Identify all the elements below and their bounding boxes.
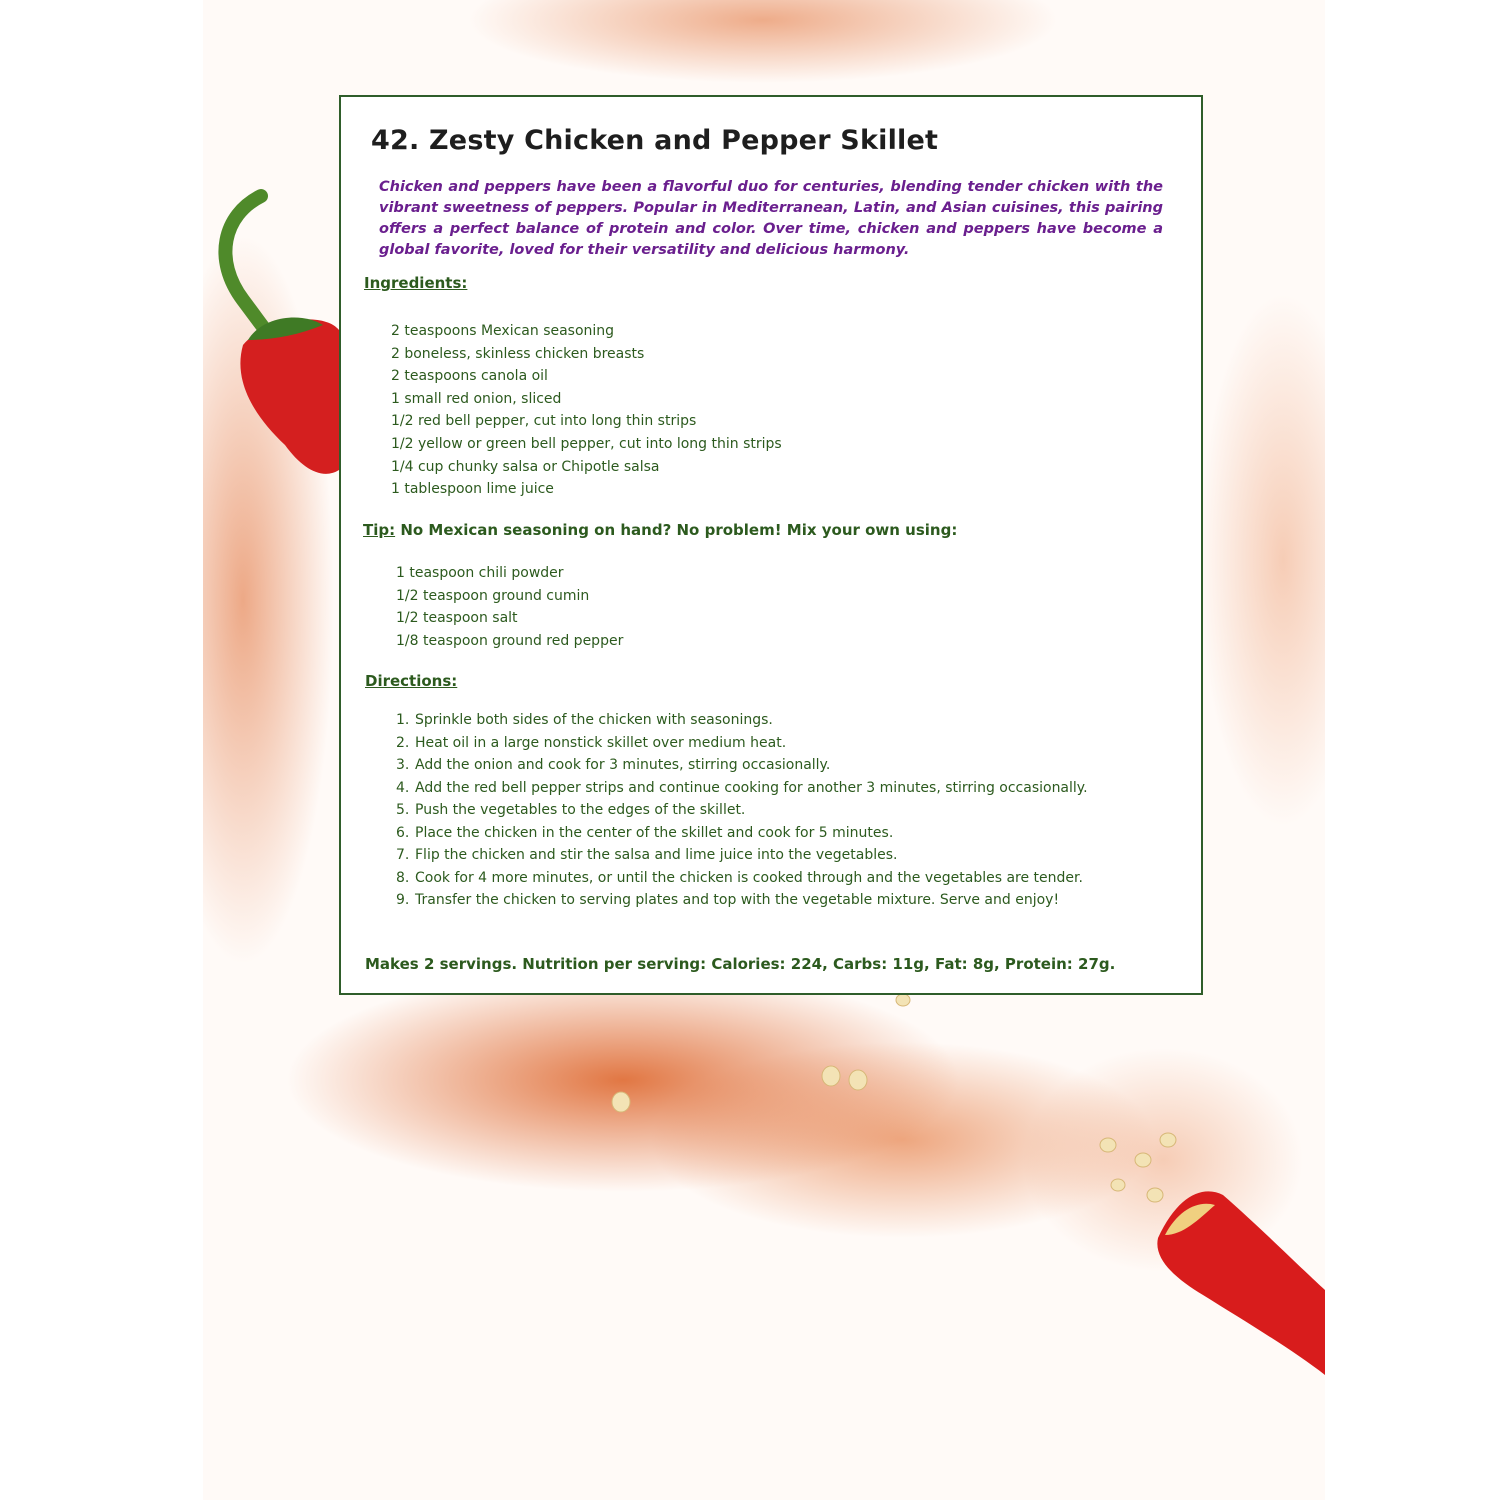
nutrition-summary: Makes 2 servings. Nutrition per serving: Calories: 224, Carbs: 11g, Fat: 8g, Protein: 27g. [365, 955, 1116, 973]
direction-step [396, 777, 1088, 800]
ingredient-item: 1 small red onion, sliced [391, 390, 562, 407]
step-text: Push the vegetables to the edges of the skillet. [415, 802, 746, 818]
step-text: Transfer the chicken to serving plates and top with the vegetable mixture. Serve and enjoy! [415, 892, 1060, 908]
chili-seeds [612, 994, 1176, 1202]
step-number: 5. [396, 802, 410, 818]
recipe-card [339, 95, 1203, 995]
seasoning-list [396, 562, 623, 652]
left-chili-body [240, 319, 339, 473]
directions-heading: Directions: [365, 672, 458, 690]
direction-step [396, 732, 1088, 755]
ingredient-item: 1/2 red bell pepper, cut into long thin strips [391, 413, 697, 430]
direction-step [396, 709, 1088, 732]
tip-line [363, 521, 957, 539]
step-number: 6. [396, 824, 410, 841]
direction-step [396, 867, 1088, 890]
ingredients-heading: Ingredients: [364, 274, 468, 292]
directions-list [396, 709, 1088, 912]
seasoning-item: 1 teaspoon chili powder [396, 565, 564, 581]
tip-text: No Mexican seasoning on hand? No problem! Mix your own using: [395, 521, 958, 539]
step-number: 2. [396, 734, 410, 751]
direction-step [396, 844, 1088, 867]
recipe-intro: Chicken and peppers have been a flavorful duo for centuries, blending tender chicken with the vibrant sweetness of peppers. Popular in Mediterranean, Latin, and Asian cuisines, this pairing offers a perfect balance of protein and color. Over time, chicken and peppers have become a global favorite, loved for their versatility and delicious harmony. [379, 179, 1163, 258]
ingredient-item: 2 teaspoons Mexican seasoning [391, 323, 615, 339]
step-number: 4. [396, 779, 410, 796]
direction-step [396, 889, 1088, 912]
left-chili-stem [225, 196, 273, 340]
step-text: Flip the chicken and stir the salsa and lime juice into the vegetables. [415, 847, 898, 863]
ingredient-item: 1/2 yellow or green bell pepper, cut into long thin strips [391, 435, 782, 452]
step-number: 1. [396, 712, 410, 728]
step-text: Add the onion and cook for 3 minutes, stirring occasionally. [415, 757, 831, 773]
step-number: 3. [396, 757, 410, 773]
ingredient-item: 1 tablespoon lime juice [391, 481, 554, 498]
step-number: 9. [396, 892, 410, 908]
step-text: Add the red bell pepper strips and continue cooking for another 3 minutes, stirring occasionally. [415, 779, 1088, 796]
direction-step [396, 822, 1088, 845]
step-text: Place the chicken in the center of the skillet and cook for 5 minutes. [415, 824, 894, 841]
recipe-title: 42. Zesty Chicken and Pepper Skillet [371, 125, 939, 156]
tip-label: Tip: [363, 521, 396, 539]
direction-step [396, 754, 1088, 777]
step-text: Sprinkle both sides of the chicken with seasonings. [415, 712, 773, 728]
step-text: Heat oil in a large nonstick skillet over medium heat. [415, 734, 787, 751]
direction-step [396, 799, 1088, 822]
ingredient-item: 1/4 cup chunky salsa or Chipotle salsa [391, 458, 660, 475]
step-number: 7. [396, 847, 410, 863]
step-text: Cook for 4 more minutes, or until the chicken is cooked through and the vegetables are tender. [415, 869, 1083, 886]
seasoning-item: 1/2 teaspoon ground cumin [396, 587, 590, 604]
ingredients-list [391, 320, 782, 501]
ingredient-item: 2 teaspoons canola oil [391, 368, 548, 385]
seasoning-item: 1/2 teaspoon salt [396, 610, 518, 627]
ingredient-item: 2 boneless, skinless chicken breasts [391, 345, 645, 362]
step-number: 8. [396, 869, 410, 886]
seasoning-item: 1/8 teaspoon ground red pepper [396, 632, 624, 649]
